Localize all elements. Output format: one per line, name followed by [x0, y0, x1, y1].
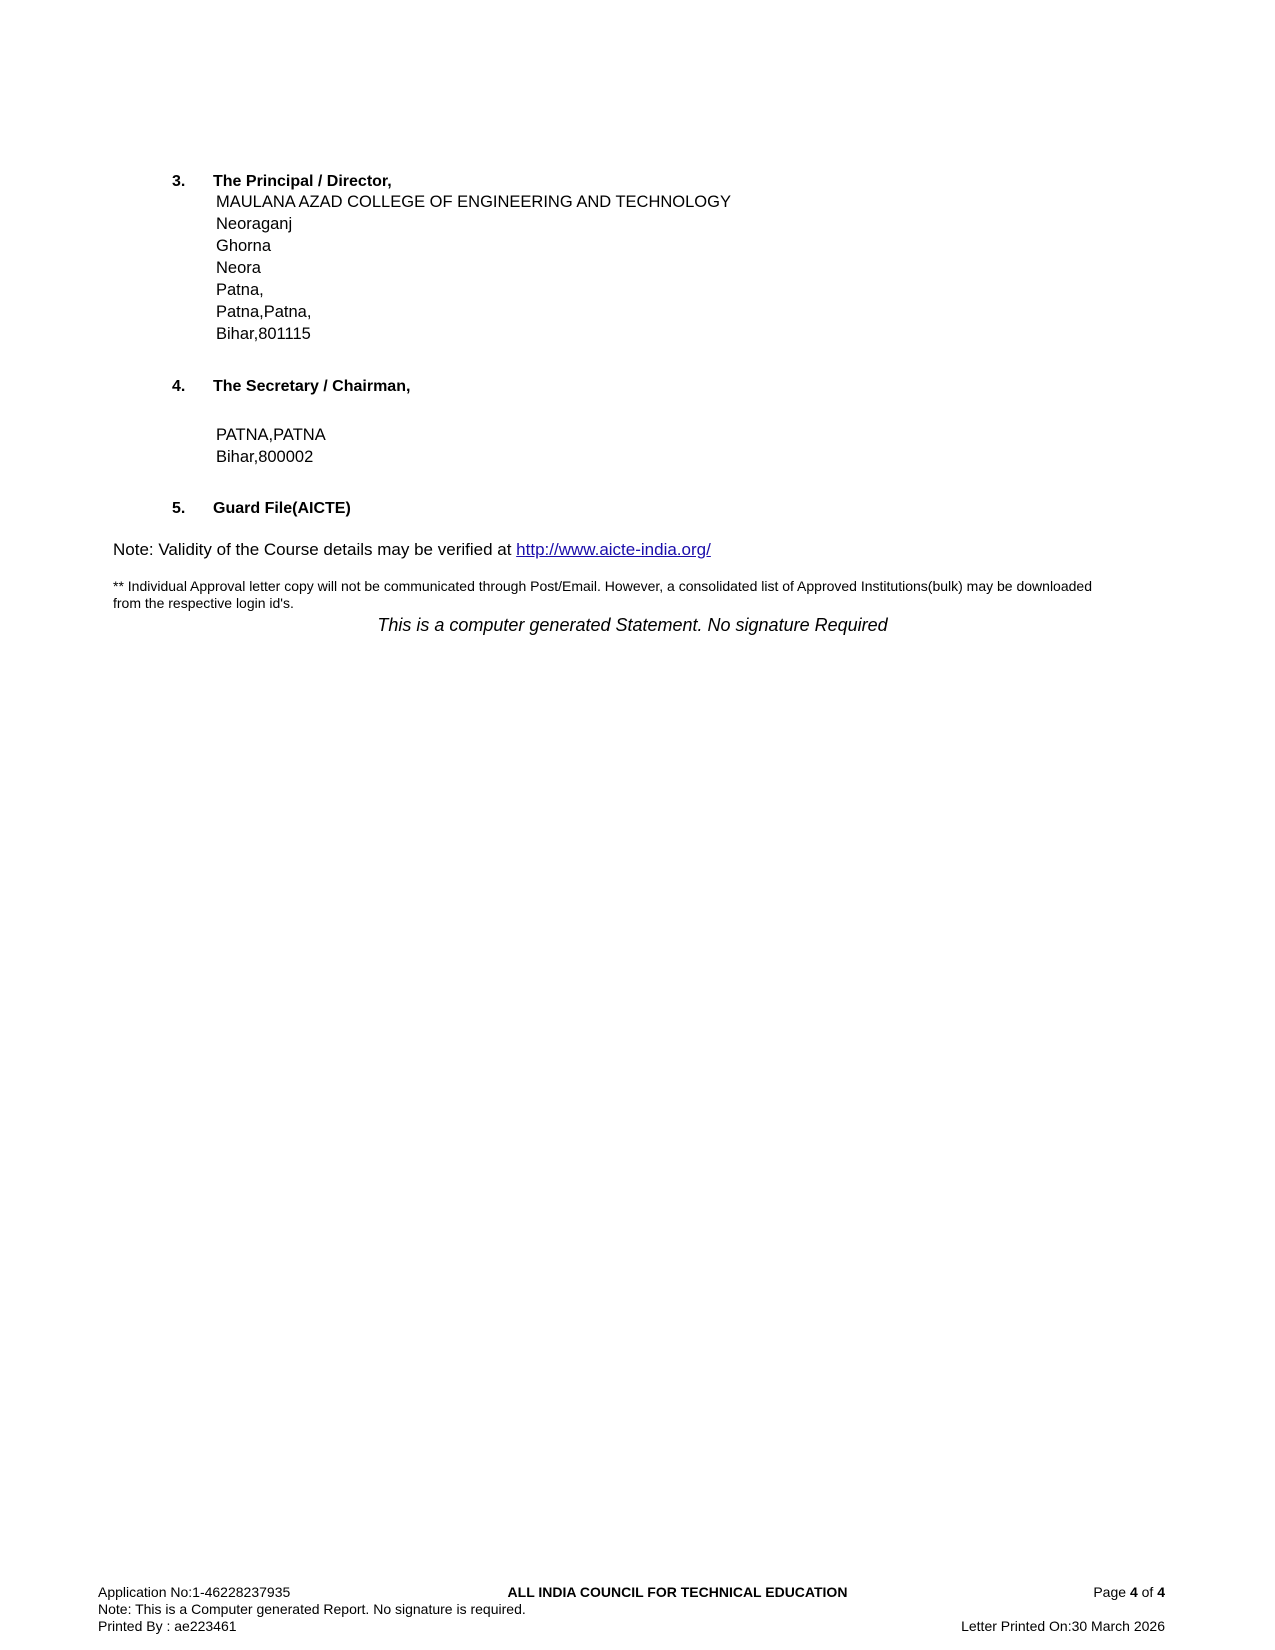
- footer-application-no: Application No:1-46228237935: [98, 1584, 291, 1600]
- address-line: Patna,: [216, 281, 264, 299]
- footer-printed-by: Printed By : ae223461: [98, 1618, 237, 1634]
- recipient-4-address: [216, 424, 326, 468]
- validity-note: [113, 540, 711, 560]
- footer-page-number: [1093, 1584, 1165, 1601]
- computer-generated-statement: This is a computer generated Statement. No signature Required: [377, 615, 888, 635]
- page-total: 4: [1157, 1584, 1165, 1600]
- approval-note: [113, 578, 1092, 612]
- address-line: Neoraganj: [216, 215, 293, 233]
- footer-organization: ALL INDIA COUNCIL FOR TECHNICAL EDUCATION: [507, 1584, 848, 1600]
- recipient-5-title: Guard File(AICTE): [213, 500, 351, 517]
- recipient-3-address: [216, 191, 731, 345]
- aicte-website-link[interactable]: http://www.aicte-india.org/: [516, 540, 711, 559]
- page-of: of: [1137, 1584, 1158, 1600]
- address-line: Bihar,800002: [216, 448, 314, 466]
- page-prefix: Page: [1093, 1584, 1130, 1600]
- address-line: MAULANA AZAD COLLEGE OF ENGINEERING AND TECHNOLOGY: [216, 193, 731, 211]
- recipient-4-number: 4.: [172, 378, 186, 395]
- address-line: PATNA,PATNA: [216, 426, 326, 444]
- recipient-4-title: The Secretary / Chairman,: [213, 378, 411, 395]
- address-line: Patna,Patna,: [216, 303, 312, 321]
- validity-note-text: Note: Validity of the Course details may be verified at: [113, 540, 517, 559]
- approval-note-line-1: ** Individual Approval letter copy will not be communicated through Post/Email. However, a consolidated list of Approved Institutions(bulk) may be downloaded: [113, 578, 1092, 594]
- approval-note-line-2: from the respective login id's.: [113, 595, 294, 611]
- recipient-3-title: The Principal / Director,: [213, 173, 392, 190]
- page-current: 4: [1129, 1584, 1138, 1600]
- footer-printed-on: Letter Printed On:30 March 2026: [961, 1618, 1165, 1634]
- address-line: Ghorna: [216, 237, 272, 255]
- address-line: Bihar,801115: [216, 325, 311, 343]
- footer-computer-note: Note: This is a Computer generated Report. No signature is required.: [98, 1601, 526, 1617]
- recipient-5-number: 5.: [172, 500, 186, 517]
- address-line: Neora: [216, 259, 261, 277]
- recipient-3-number: 3.: [172, 173, 186, 190]
